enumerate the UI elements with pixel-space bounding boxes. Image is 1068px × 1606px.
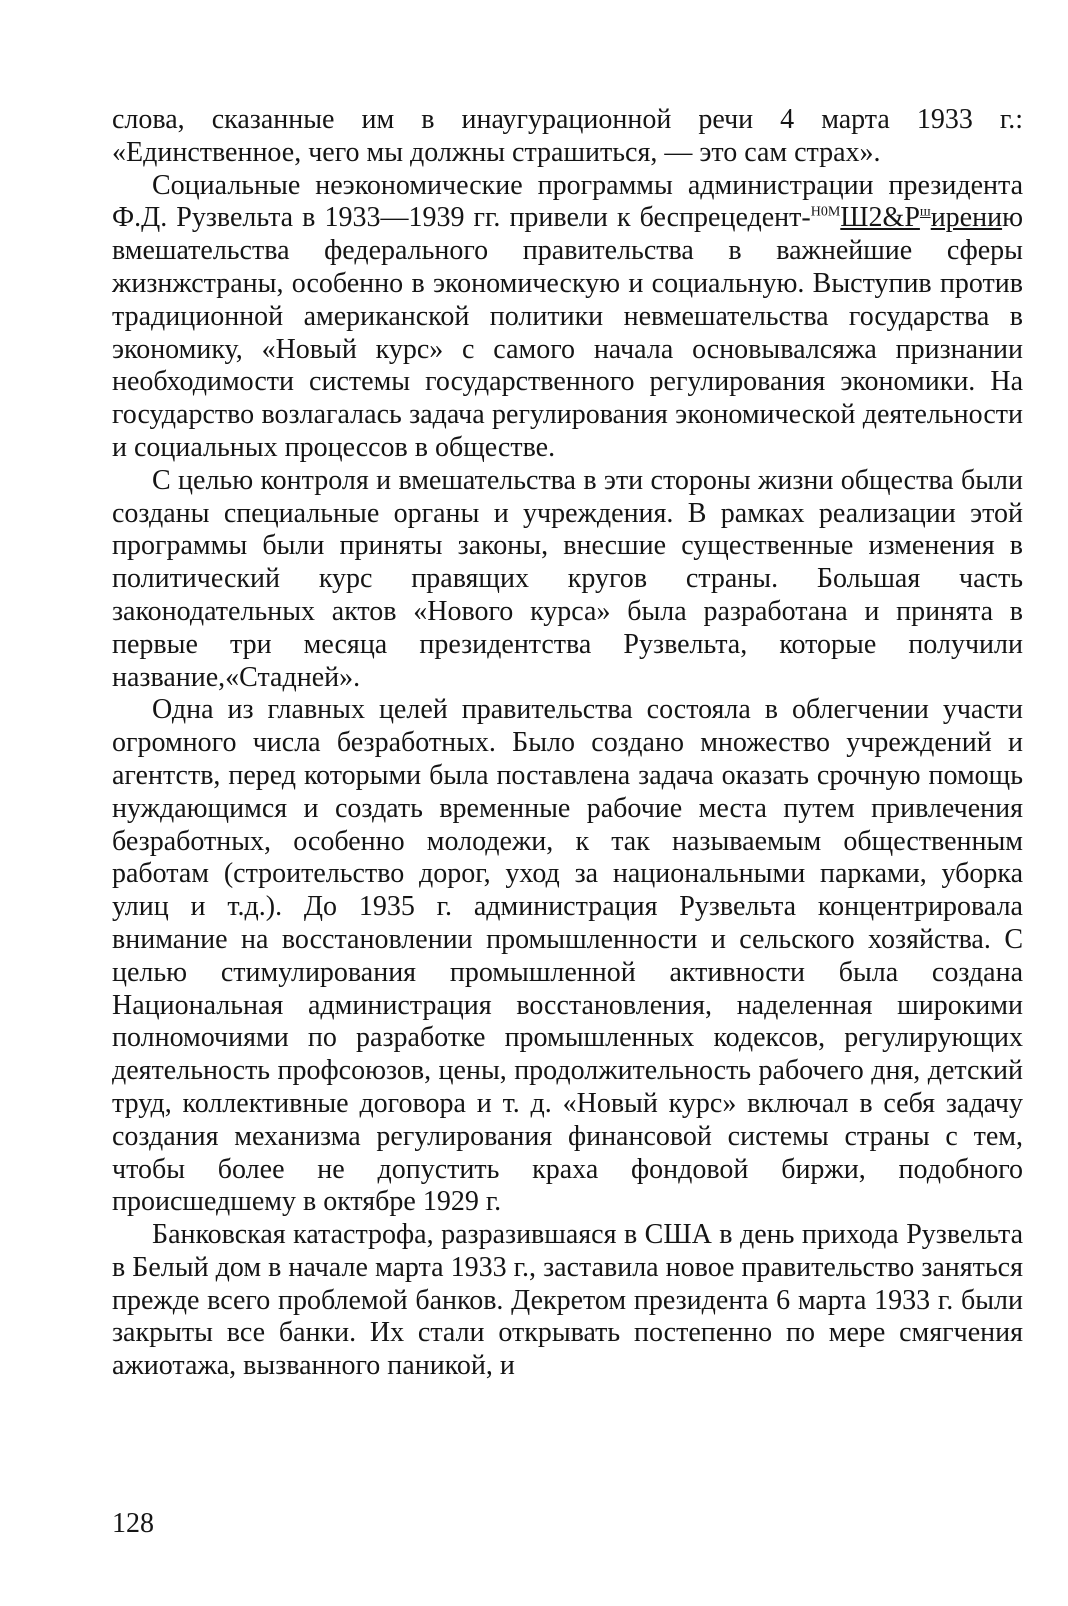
ocr-underlined-fragment: ирени: [930, 202, 1003, 234]
paragraph-text: ю вмешательства федерального правительства в важнейшие сферы жизнжстраны, особенно в экономическую и социальную. Выступив против традиционной американской политики невмешательства государства в экономику, «Новый курс» с самого начала основывалсяжа признании необходимости системы государственного регулирования экономики. На государство возлагалась задача регулирования экономической деятельности и социальных процессов в обществе.: [112, 202, 1023, 463]
body-text: [112, 104, 1023, 1383]
ocr-underlined-fragment: Ш2&P: [840, 202, 920, 234]
paragraph-unemployment: Одна из главных целей правительства состояла в облегчении участи огромного числа безработных. Было создано множество учреждений и агентств, перед которыми была поставлена задача оказать срочную помощь нуждающимся и создать временные рабочие места путем привлечения безработных, особенно молодежи, к так называемым общественным работам (строительство дорог, уход за национальными парками, уборка улиц и т.д.). До 1935 г. администрация Рузвельта концентрировала внимание на восстановлении промышленности и сельского хозяйства. С целью стимулирования промышленной активности была создана Национальная администрация восстановления, наделенная широкими полномочиями по разработке промышленных кодексов, регулирующих деятельность профсоюзов, цены, продолжительность рабочего дня, детский труд, коллективные договора и т. д. «Новый курс» включал в себя задачу создания механизма регулирования финансовой системы страны с тем, чтобы более не допустить краха фондовой биржи, подобного происшедшему в октябре 1929 г.: [112, 694, 1023, 1218]
paragraph-text: Социальные неэкономические программы администрации президента Ф.Д. Рузвельта в 1933—1939 гг. привели к беспрецедент-: [112, 169, 1023, 234]
page-number: 128: [112, 1508, 154, 1539]
paragraph-continuation: слова, сказанные им в инаугурационной речи 4 марта 1933 г.: «Единственное, чего мы должны страшиться, — это сам страх».: [112, 104, 1023, 168]
paragraph-control-agencies: С целью контроля и вмешательства в эти стороны жизни общества были созданы специальные органы и учреждения. В рамках реализации этой программы были приняты законы, внесшие существенные изменения в политический курс правящих кругов страны. Большая часть законодательных актов «Нового курса» была разработана и принята в первые три месяца президентства Рузвельта, которые получили название,«Стадней».: [112, 464, 1023, 693]
paragraph-banking-crisis: Банковская катастрофа, разразившаяся в США в день прихода Рузвельта в Белый дом в начале марта 1933 г., заставила новое правительство заняться прежде всего проблемой банков. Декретом президента 6 марта 1933 г. были закрыты все банки. Их стали открывать постепенно по мере смягчения ажиотажа, вызванного паникой, и: [112, 1219, 1023, 1382]
paragraph-social-programs: [112, 170, 1023, 465]
ocr-superscript: ш: [919, 205, 931, 221]
ocr-superscript: Н0М: [810, 205, 841, 221]
